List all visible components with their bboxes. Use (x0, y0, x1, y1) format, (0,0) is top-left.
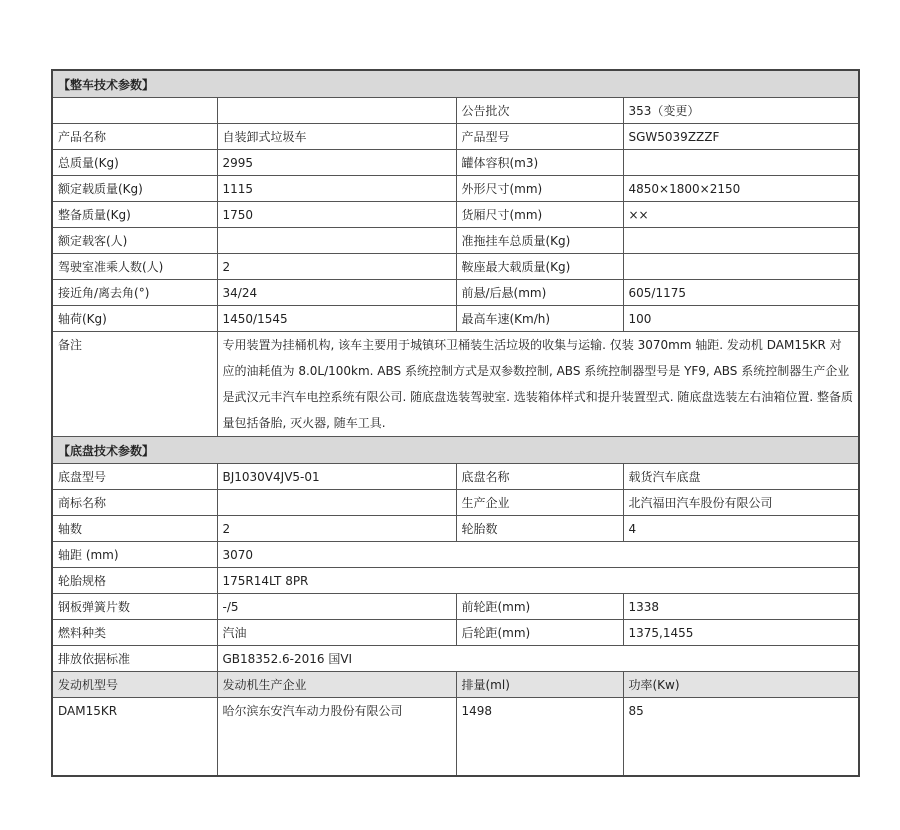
table-row (52, 228, 859, 254)
table-row (52, 542, 859, 568)
table-row (52, 176, 859, 202)
cell-value: 605/1175 (623, 280, 859, 306)
section-title: 【底盘技术参数】 (52, 437, 859, 464)
cell-value: 北汽福田汽车股份有限公司 (623, 490, 859, 516)
cell-label: 钢板弹簧片数 (52, 594, 217, 620)
cell-value: 175R14LT 8PR (217, 568, 859, 594)
notes-text: 专用装置为挂桶机构, 该车主要用于城镇环卫桶装生活垃圾的收集与运输. 仅装 3070mm 轴距. 发动机 DAM15KR 对应的油耗值为 8.0L/100km. ABS 系统控制方式是双参数控制, ABS 系统控制器型号是 YF9, ABS 系统控制器生产企业是武汉元丰汽车电控系统有限公司. 随底盘选装驾驶室. 选装箱体样式和提升装置型式. 随底盘选装左右油箱位置. 整备质量包括备胎, 灭火器, 随车工具. (217, 332, 859, 437)
cell-value: ×× (623, 202, 859, 228)
column-header: 发动机型号 (52, 672, 217, 698)
cell-value: 85 (623, 698, 859, 777)
section-title: 【整车技术参数】 (52, 70, 859, 98)
cell-value: 自装卸式垃圾车 (217, 124, 456, 150)
cell-value (623, 150, 859, 176)
cell-value: 哈尔滨东安汽车动力股份有限公司 (217, 698, 456, 777)
cell-value: 4850×1800×2150 (623, 176, 859, 202)
table-row (52, 568, 859, 594)
cell-label: 轴数 (52, 516, 217, 542)
cell-label: 整备质量(Kg) (52, 202, 217, 228)
table-row (52, 516, 859, 542)
cell-value: 载货汽车底盘 (623, 464, 859, 490)
section-header-vehicle (52, 70, 859, 98)
cell-label: 产品名称 (52, 124, 217, 150)
cell-label: 驾驶室准乘人数(人) (52, 254, 217, 280)
cell-value: 2 (217, 254, 456, 280)
cell-label: 罐体容积(m3) (456, 150, 623, 176)
cell-label: 底盘名称 (456, 464, 623, 490)
cell-value: SGW5039ZZZF (623, 124, 859, 150)
cell-value: -/5 (217, 594, 456, 620)
cell-label: 准拖挂车总质量(Kg) (456, 228, 623, 254)
table-row (52, 98, 859, 124)
cell-value: 34/24 (217, 280, 456, 306)
cell-label: 轴距 (mm) (52, 542, 217, 568)
cell-value: 2995 (217, 150, 456, 176)
cell-label: 额定载质量(Kg) (52, 176, 217, 202)
cell-label: 底盘型号 (52, 464, 217, 490)
cell-value: DAM15KR (52, 698, 217, 777)
cell-label: 前轮距(mm) (456, 594, 623, 620)
cell-label: 排放依据标准 (52, 646, 217, 672)
cell-value: 1750 (217, 202, 456, 228)
cell-label: 轮胎规格 (52, 568, 217, 594)
cell-value: 1375,1455 (623, 620, 859, 646)
section-header-chassis (52, 437, 859, 464)
cell-value: 1498 (456, 698, 623, 777)
cell-value: 353（变更） (623, 98, 859, 124)
table-row (52, 280, 859, 306)
cell-label: 外形尺寸(mm) (456, 176, 623, 202)
cell-value: 2 (217, 516, 456, 542)
column-header: 发动机生产企业 (217, 672, 456, 698)
cell-label: 货厢尺寸(mm) (456, 202, 623, 228)
cell-label (52, 98, 217, 124)
table-row (52, 620, 859, 646)
table-row (52, 254, 859, 280)
vehicle-spec-table (51, 69, 860, 777)
cell-value (217, 490, 456, 516)
table-row (52, 594, 859, 620)
cell-value (623, 228, 859, 254)
table-row (52, 150, 859, 176)
table-row (52, 490, 859, 516)
cell-value: 汽油 (217, 620, 456, 646)
notes-row (52, 332, 859, 437)
table-row (52, 202, 859, 228)
engine-row (52, 698, 859, 777)
cell-label: 额定载客(人) (52, 228, 217, 254)
cell-label: 接近角/离去角(°) (52, 280, 217, 306)
cell-value (217, 228, 456, 254)
cell-value: 100 (623, 306, 859, 332)
cell-value: 1338 (623, 594, 859, 620)
cell-label: 前悬/后悬(mm) (456, 280, 623, 306)
table-row (52, 124, 859, 150)
cell-label: 鞍座最大载质量(Kg) (456, 254, 623, 280)
cell-label: 商标名称 (52, 490, 217, 516)
table-row (52, 306, 859, 332)
table-row (52, 646, 859, 672)
cell-value (217, 98, 456, 124)
cell-value: GB18352.6-2016 国VI (217, 646, 859, 672)
cell-label: 轮胎数 (456, 516, 623, 542)
cell-value: 4 (623, 516, 859, 542)
cell-label: 总质量(Kg) (52, 150, 217, 176)
cell-label: 公告批次 (456, 98, 623, 124)
cell-label: 产品型号 (456, 124, 623, 150)
column-header: 排量(ml) (456, 672, 623, 698)
cell-value (623, 254, 859, 280)
cell-label: 轴荷(Kg) (52, 306, 217, 332)
cell-label: 燃料种类 (52, 620, 217, 646)
cell-value: BJ1030V4JV5-01 (217, 464, 456, 490)
cell-value: 1115 (217, 176, 456, 202)
notes-label: 备注 (52, 332, 217, 437)
engine-header-row (52, 672, 859, 698)
column-header: 功率(Kw) (623, 672, 859, 698)
cell-label: 后轮距(mm) (456, 620, 623, 646)
cell-value: 1450/1545 (217, 306, 456, 332)
cell-value: 3070 (217, 542, 859, 568)
table-row (52, 464, 859, 490)
cell-label: 生产企业 (456, 490, 623, 516)
cell-label: 最高车速(Km/h) (456, 306, 623, 332)
